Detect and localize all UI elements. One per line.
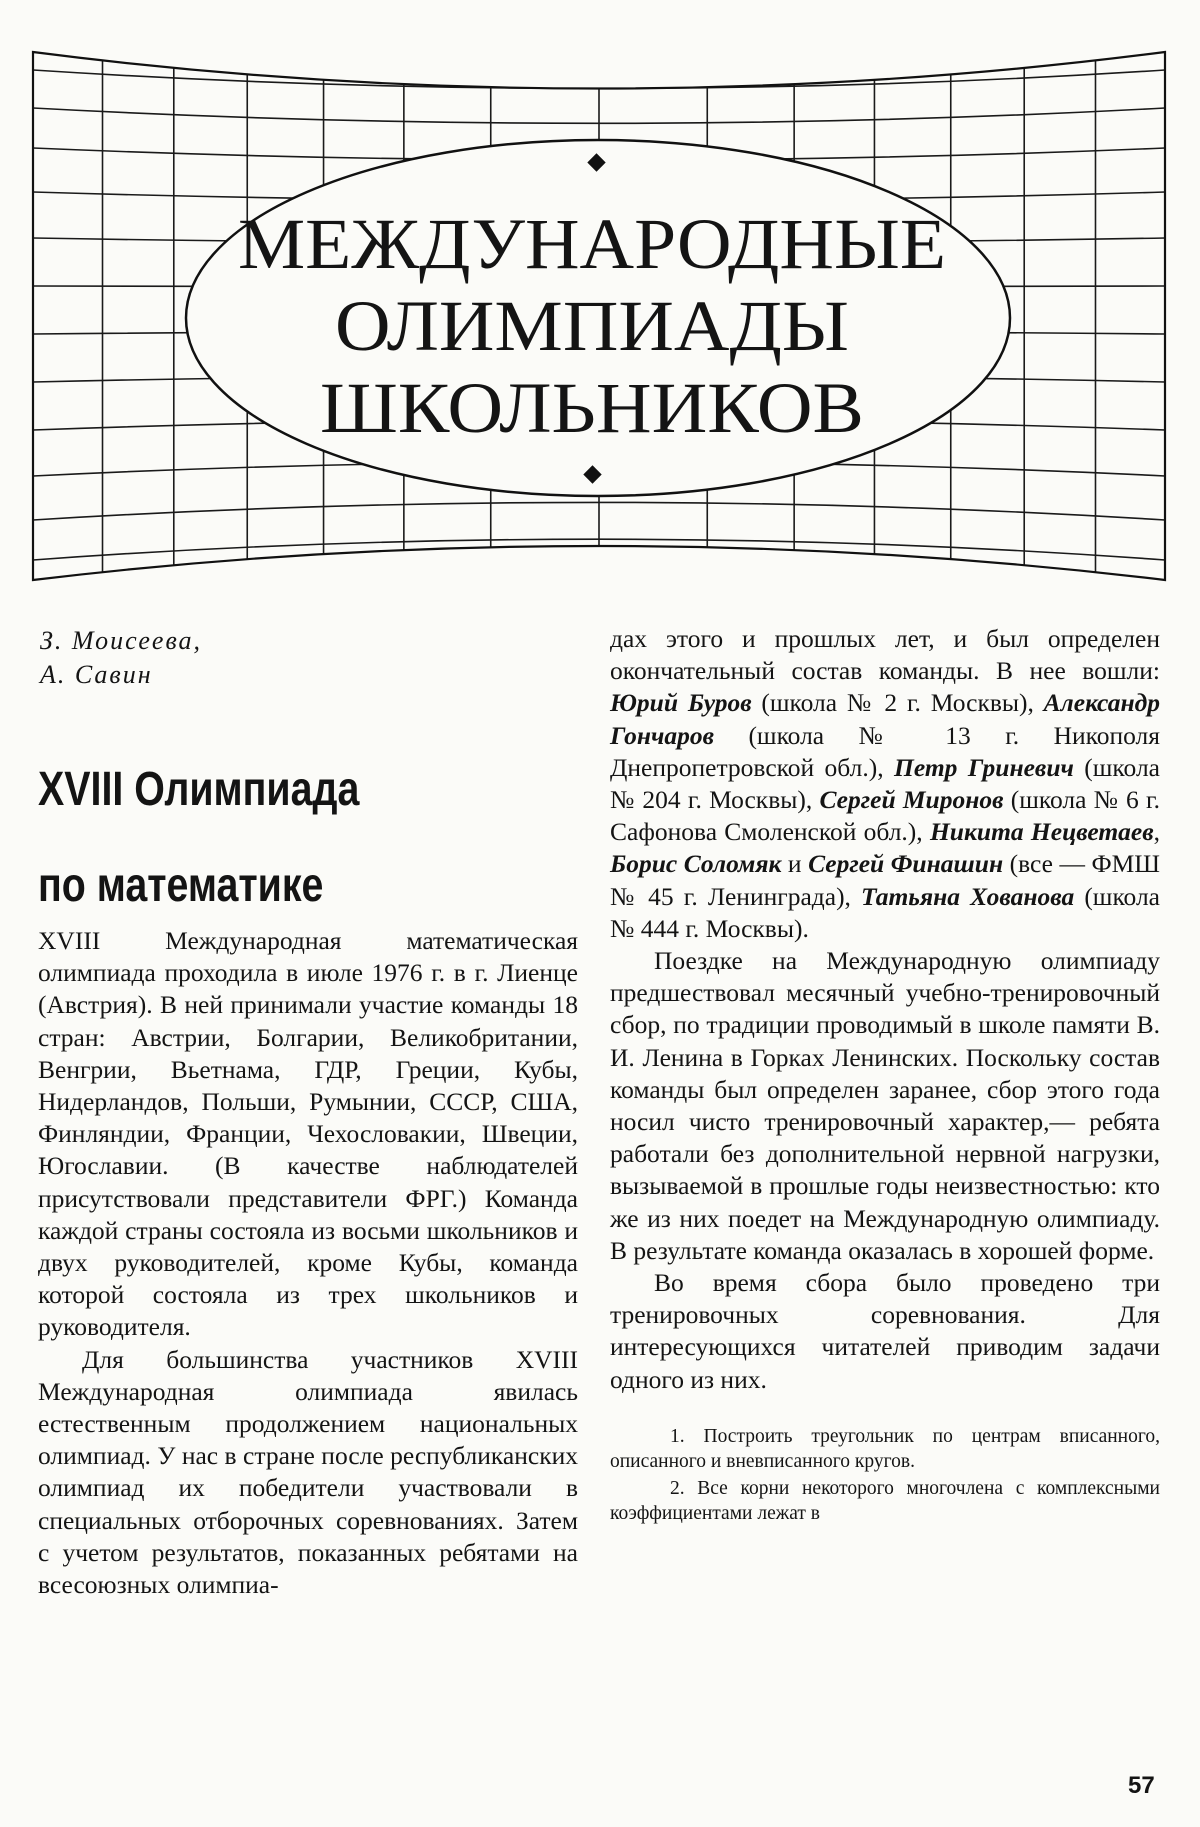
paragraph: Во время сбора было проведено три тренировочных соревнования. Для интересующихся читателей приводим задачи одного из них.: [610, 1268, 1160, 1394]
paragraph: XVIII Международная математическая олимпиада проходила в июле 1976 г. в г. Лиенце (Австрия). В ней принимали участие команды 18 стран: Австрии, Болгарии, Великобритании, Венгрии, Вьетнама, ГДР, Греции, Кубы, Нидерландов, Польши, Румынии, СССР, США, Финляндии, Франции, Чехословакии, Швеции, Югославии. (В качестве наблюдателей присутствовали представители ФРГ.) Команда каждой страны состояла из восьми школьников и двух руководителей, кроме Кубы, команда которой состояла из трех школьников и руководителя.: [38, 926, 578, 1342]
member-info: (школа № 444 г. Москвы).: [610, 881, 1160, 943]
member-name: Никита Нецветаев: [929, 817, 1154, 847]
grid-ellipse-illustration: [0, 0, 1200, 600]
member-info: ,: [1153, 817, 1160, 847]
member-name: Александр Гончаров: [610, 688, 1161, 750]
page-number: 57: [1128, 1772, 1155, 1799]
member-info: (все — ФМШ № 45 г. Ленинграда),: [610, 849, 1161, 911]
header-banner: [0, 0, 1200, 600]
left-column: [38, 925, 578, 1601]
problem-item: 2. Все корни некоторого многочлена с комплексными коэффициентами лежат в: [610, 1477, 1160, 1524]
grid-horizontal-line: [33, 70, 1165, 88]
member-name: Сергей Финашин: [808, 849, 1004, 879]
author-2: А. Савин: [40, 660, 153, 689]
right-column: [610, 623, 1160, 1528]
authors: [40, 624, 202, 692]
team-paragraph: [610, 623, 1160, 945]
author-1: З. Моисеева,: [40, 626, 203, 655]
header-title-line-1: МЕЖДУНАРОДНЫЕ: [238, 204, 946, 284]
member-info: (школа № 13 г. Никополя Днепропетровской обл.),: [610, 720, 1160, 782]
member-name: Борис Соломяк: [610, 849, 782, 879]
member-info: (школа № 204 г. Москвы),: [610, 752, 1160, 815]
paragraph: Поездке на Международную олимпиаду предшествовал месячный учебно-тренировочный сбор, по традиции проводимый в школе памяти В. И. Ленина в Горках Ленинских. Поскольку состав команды был определен заранее, сбор этого года носил чисто тренировочный характер,— ребята работали без дополнительной нервной нагрузки, вызываемой в прошлые годы неизвестностью: кто же из них поедет на Международную олимпиаду. В результате команда оказалась в хорошей форме.: [610, 946, 1160, 1265]
article-title: [38, 742, 359, 934]
article-title-line-1: XVIII Олимпиада: [38, 763, 360, 816]
header-title-line-3: ШКОЛЬНИКОВ: [320, 368, 864, 448]
member-name: Юрий Буров: [610, 688, 752, 718]
article-title-line-2: по математике: [38, 859, 324, 912]
problems-list: [610, 1424, 1160, 1526]
problem-item: 1. Построить треугольник по центрам вписанного, описанного и вневписанного кругов.: [610, 1425, 1160, 1472]
header-title-line-2: ОЛИМПИАДЫ: [335, 286, 849, 366]
member-info: (школа № 6 г. Сафонова Смоленской обл.),: [610, 785, 1160, 847]
member-name: Сергей Миронов: [819, 785, 1004, 815]
member-name: Татьяна Хованова: [861, 881, 1075, 911]
member-info: и: [781, 849, 809, 879]
member-name: Петр Гриневич: [894, 752, 1074, 782]
team-intro: дах этого и прошлых лет, и был определен окончательный состав команды. В нее вошли:: [610, 624, 1160, 686]
paragraph: Для большинства участников XVIII Международная олимпиада явилась естественным продолжением национальных олимпиад. У нас в стране после республиканских олимпиад их победители участвовали в специальных отборочных соревнованиях. Затем с учетом результатов, показанных ребятами на всесоюзных олимпиа-: [38, 1344, 578, 1600]
member-info: (школа № 2 г. Москвы),: [751, 688, 1044, 718]
